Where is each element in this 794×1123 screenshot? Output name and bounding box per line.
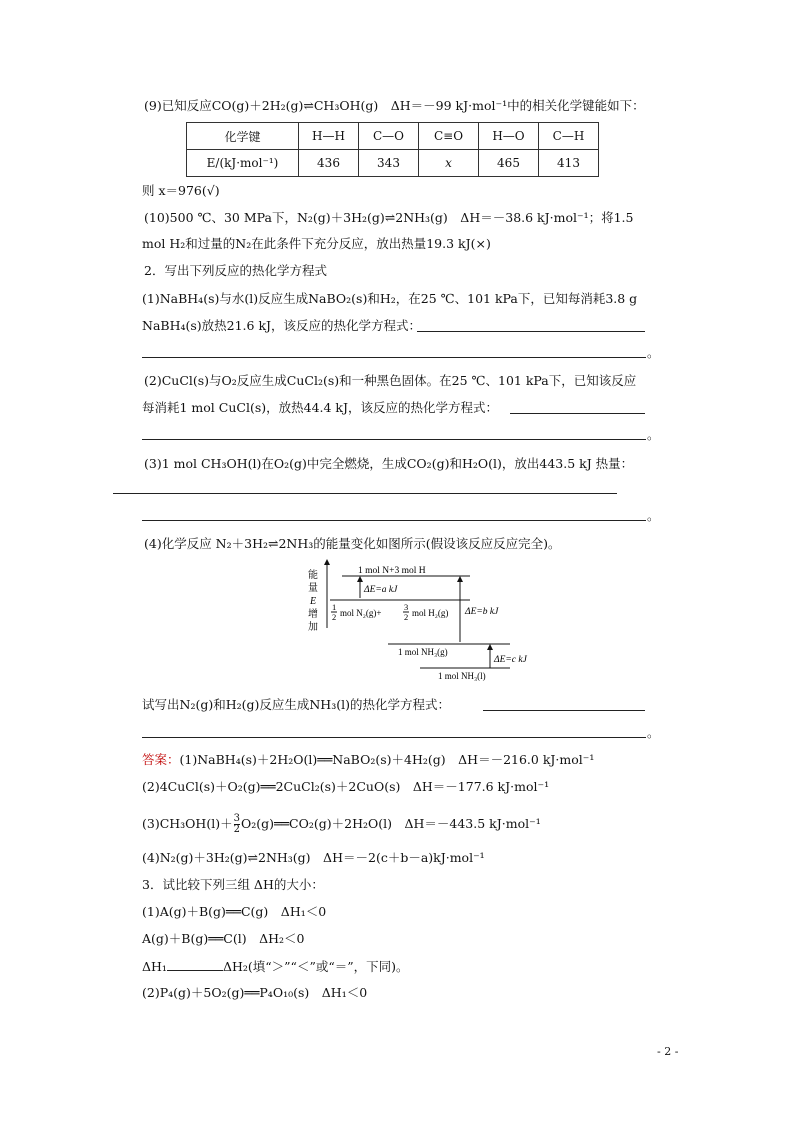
table-cell: C—O bbox=[359, 123, 419, 150]
period: 。 bbox=[647, 508, 660, 523]
s3-r1b: A(g)＋B(g)══C(l) ΔH₂＜0 bbox=[142, 931, 305, 946]
yaxis-label-char: 加 bbox=[308, 622, 318, 633]
s2-p4-line2: 试写出N₂(g)和H₂(g)反应生成NH₃(l)的热化学方程式： bbox=[142, 697, 450, 712]
answer-blank[interactable] bbox=[167, 958, 223, 971]
coef-num: 1 bbox=[332, 602, 337, 612]
table-cell: 343 bbox=[359, 150, 419, 177]
answer-3-post: O₂(g)══CO₂(g)＋2H₂O(l) ΔH＝－443.5 kJ·mol⁻¹ bbox=[240, 816, 541, 831]
answer-4: (4)N₂(g)＋3H₂(g)⇌2NH₃(g) ΔH＝－2(c＋b－a)kJ·mol⁻¹ bbox=[142, 850, 485, 865]
bond-energy-table bbox=[186, 122, 599, 177]
coef-den: 2 bbox=[404, 612, 409, 622]
dE-b-label: ΔE=b kJ bbox=[465, 607, 499, 617]
coef-den: 2 bbox=[332, 612, 337, 622]
level-label-reactants-end: mol H₂(g) bbox=[412, 608, 449, 618]
frac-num: 3 bbox=[233, 813, 240, 824]
section3-title: 3．试比较下列三组 ΔH的大小： bbox=[142, 877, 324, 892]
answer-blank[interactable] bbox=[142, 520, 646, 521]
fraction bbox=[234, 814, 240, 835]
table-cell: 化学键 bbox=[187, 123, 299, 150]
answer-label: 答案： bbox=[142, 752, 180, 767]
period: 。 bbox=[647, 427, 660, 442]
s3-r2a: (2)P₄(g)＋5O₂(g)══P₄O₁₀(s) ΔH₁＜0 bbox=[142, 985, 368, 1000]
level-label-top: 1 mol N+3 mol H bbox=[358, 566, 426, 576]
answer-blank[interactable] bbox=[417, 331, 645, 332]
answer-2: (2)4CuCl(s)＋O₂(g)══2CuCl₂(s)＋2CuO(s) ΔH＝－177.6 kJ·mol⁻¹ bbox=[142, 779, 550, 794]
s2-p4-line1: (4)化学反应 N₂＋3H₂⇌2NH₃的能量变化如图所示(假设该反应反应完全)。 bbox=[144, 536, 561, 551]
s3-r1a: (1)A(g)＋B(g)══C(g) ΔH₁＜0 bbox=[142, 904, 327, 919]
s2-p2-line1: (2)CuCl(s)与O₂反应生成CuCl₂(s)和一种黑色固体。在25 ℃、101 kPa下，已知该反应 bbox=[144, 373, 637, 388]
s2-p1-line2: NaBH₄(s)放热21.6 kJ，该反应的热化学方程式： bbox=[142, 318, 422, 333]
period: 。 bbox=[647, 725, 660, 740]
table-cell: 465 bbox=[479, 150, 539, 177]
level-label-nh3-l: 1 mol NH₃(l) bbox=[438, 671, 486, 681]
yaxis-label-char: 量 bbox=[308, 583, 318, 594]
table-cell: C—H bbox=[539, 123, 599, 150]
energy-diagram bbox=[300, 558, 530, 686]
yaxis-label-char: 能 bbox=[308, 570, 318, 581]
answer-blank[interactable] bbox=[142, 737, 646, 738]
table-cell: H—H bbox=[299, 123, 359, 150]
s2-p3-line1: (3)1 mol CH₃OH(l)在O₂(g)中完全燃烧，生成CO₂(g)和H₂O(l)，放出443.5 kJ 热量： bbox=[144, 456, 634, 471]
table-cell: 436 bbox=[299, 150, 359, 177]
table-cell: x bbox=[419, 150, 479, 177]
s2-p1-line1: (1)NaBH₄(s)与水(l)反应生成NaBO₂(s)和H₂，在25 ℃、101 kPa下，已知每消耗3.8 g bbox=[142, 291, 638, 306]
table-cell: 413 bbox=[539, 150, 599, 177]
answer-3 bbox=[142, 814, 541, 835]
page-number: - 2 - bbox=[657, 1045, 679, 1058]
s2-p2-line2: 每消耗1 mol CuCl(s)，放热44.4 kJ，该反应的热化学方程式： bbox=[142, 400, 499, 415]
coef-num: 3 bbox=[404, 602, 409, 612]
table-cell: C≡O bbox=[419, 123, 479, 150]
answer-1: (1)NaBH₄(s)＋2H₂O(l)══NaBO₂(s)＋4H₂(g) ΔH＝－216.0 kJ·mol⁻¹ bbox=[179, 752, 595, 767]
answer-blank[interactable] bbox=[113, 493, 617, 494]
level-label-reactants: mol N₂(g)+ bbox=[340, 608, 382, 618]
level-label-nh3-g: 1 mol NH₃(g) bbox=[398, 647, 448, 657]
answer-blank[interactable] bbox=[483, 710, 645, 711]
answer-blank[interactable] bbox=[142, 439, 646, 440]
dE-a-label: ΔE=a kJ bbox=[364, 585, 398, 595]
answer-blank[interactable] bbox=[142, 357, 646, 358]
answer-3-pre: (3)CH₃OH(l)＋ bbox=[142, 816, 233, 831]
section2-title: 2．写出下列反应的热化学方程式 bbox=[144, 263, 327, 278]
s3-fill-line bbox=[142, 958, 409, 975]
yaxis-label-char: E bbox=[309, 596, 317, 607]
table-row bbox=[187, 150, 599, 177]
fill-post: ΔH₂(填“＞”“＜”或“＝”，下同)。 bbox=[222, 959, 409, 974]
dE-c-label: ΔE=c kJ bbox=[494, 655, 527, 665]
frac-den: 2 bbox=[233, 824, 240, 835]
table-cell: E/(kJ·mol⁻¹) bbox=[187, 150, 299, 177]
answer-blank[interactable] bbox=[510, 413, 645, 414]
q10-line1: (10)500 ℃、30 MPa下，N₂(g)＋3H₂(g)⇌2NH₃(g) ΔH＝－38.6 kJ·mol⁻¹；将1.5 bbox=[144, 210, 634, 225]
fill-pre: ΔH₁ bbox=[142, 959, 167, 974]
answer-block-1 bbox=[142, 752, 594, 768]
table-header-row bbox=[187, 123, 599, 150]
period: 。 bbox=[647, 345, 660, 360]
q9-result: 则 x＝976(√) bbox=[142, 183, 220, 198]
yaxis-label-char: 增 bbox=[308, 609, 318, 620]
q10-line2: mol H₂和过量的N₂在此条件下充分反应，放出热量19.3 kJ(×) bbox=[142, 236, 491, 251]
table-cell: H—O bbox=[479, 123, 539, 150]
q9-text: (9)已知反应CO(g)＋2H₂(g)⇌CH₃OH(g) ΔH＝－99 kJ·mol⁻¹中的相关化学键能如下： bbox=[144, 98, 645, 113]
